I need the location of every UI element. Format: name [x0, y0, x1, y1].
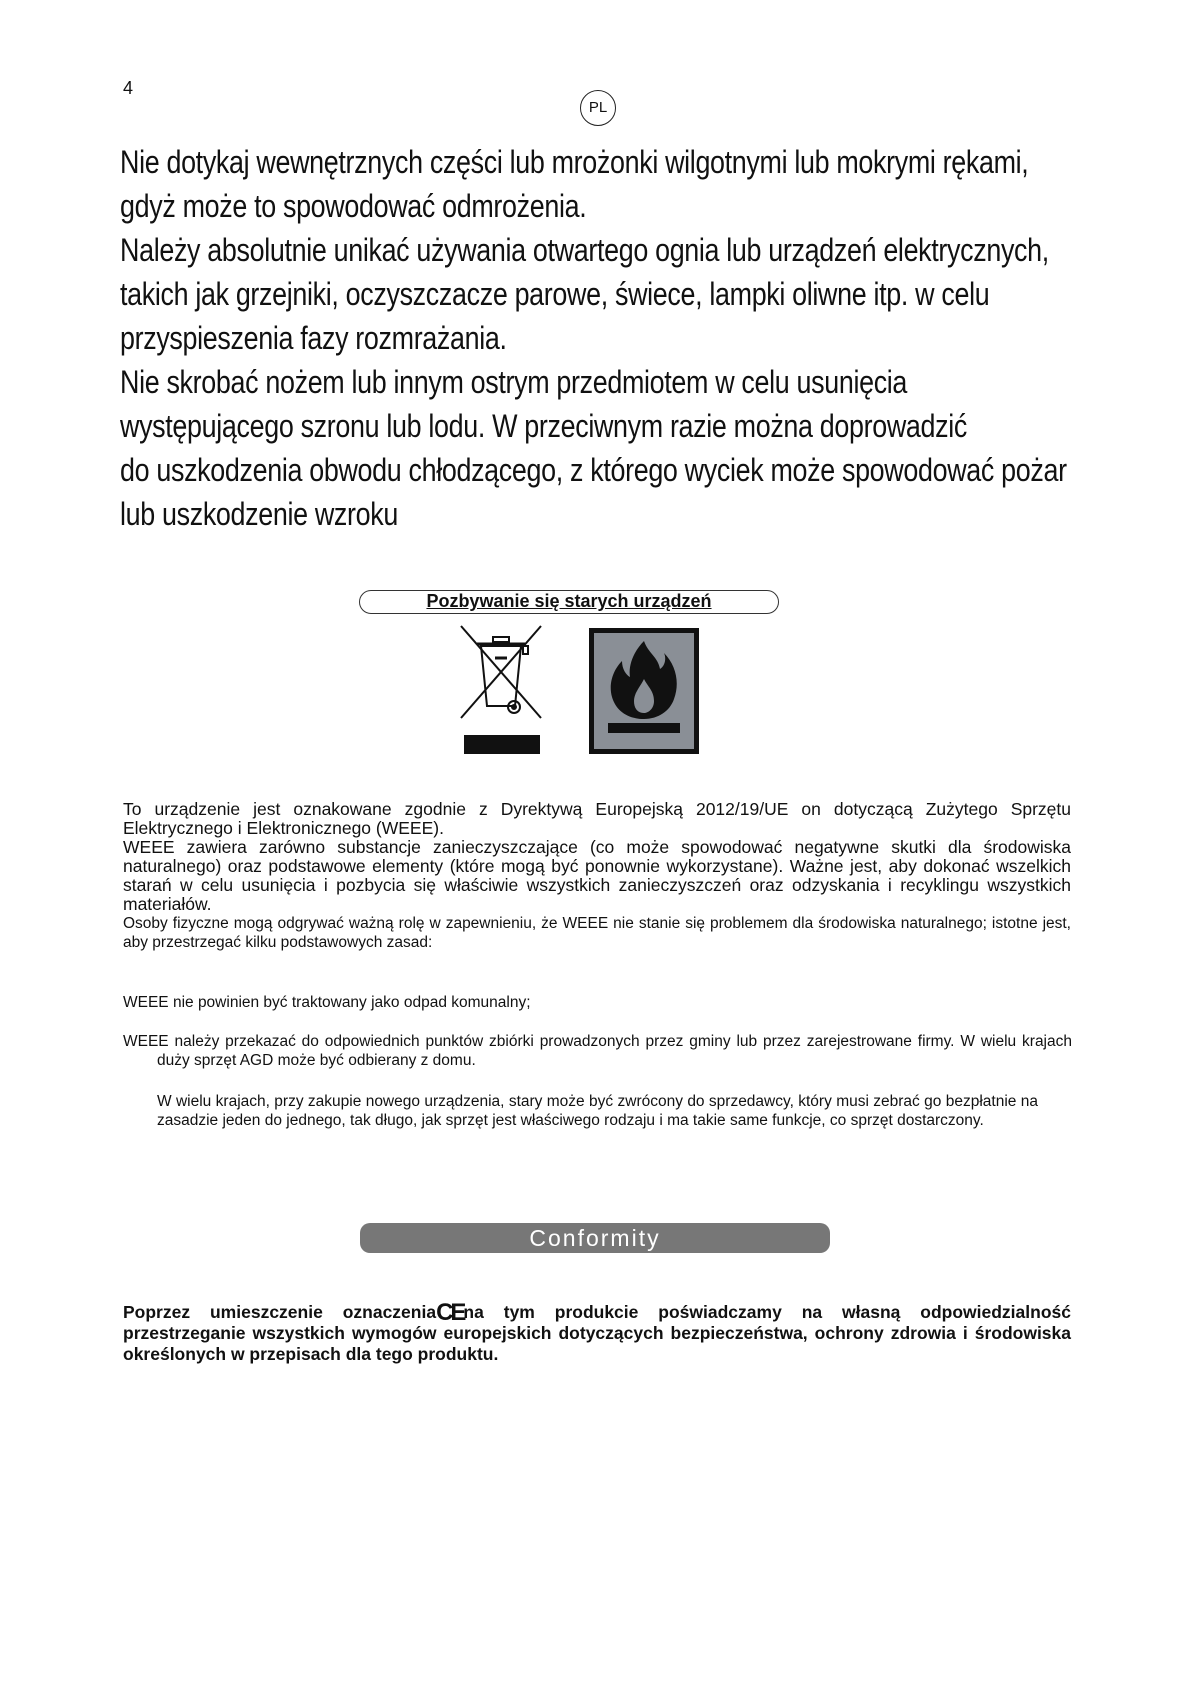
warning-line: Nie skrobać nożem lub innym ostrym przedmiotem w celu usunięcia: [120, 364, 908, 400]
conformity-section-header: Conformity: [360, 1223, 830, 1253]
crossed-out-wheelie-bin-icon: [457, 624, 545, 754]
language-badge: PL: [580, 90, 616, 126]
warning-line: Nie dotykaj wewnętrznych części lub mrożonki wilgotnymi lub mokrymi rękami,: [120, 144, 1029, 180]
warning-line: gdyż może to spowodować odmrożenia.: [120, 188, 587, 224]
warning-block: [120, 140, 1080, 536]
warning-line: Należy absolutnie unikać używania otwartego ognia lub urządzeń elektrycznych,: [120, 232, 1049, 268]
warning-line: występującego szronu lub lodu. W przeciwnym razie można doprowadzić: [120, 408, 968, 444]
conformity-text-before: Poprzez umieszczenie oznaczenia: [123, 1302, 437, 1322]
flammable-warning-icon: [588, 627, 700, 755]
warning-line: do uszkodzenia obwodu chłodzącego, z którego wyciek może spowodować pożar: [120, 452, 1067, 488]
warning-line: takich jak grzejniki, oczyszczacze parowe, świece, lampki oliwne itp. w celu: [120, 276, 990, 312]
warning-line: przyspieszenia fazy rozmrażania.: [120, 320, 507, 356]
ce-mark-icon: CE: [436, 1299, 464, 1326]
conformity-statement: [123, 1299, 1071, 1365]
weee-rule: WEEE nie powinien być traktowany jako odpad komunalny;: [123, 994, 531, 1011]
page-number: 4: [123, 78, 134, 98]
weee-paragraph: To urządzenie jest oznakowane zgodnie z Dyrektywą Europejską 2012/19/UE on dotyczącą Zużytego Sprzętu Elektrycznego i Elektronicznego (WEEE).: [123, 799, 1071, 838]
weee-information: [123, 800, 1071, 952]
warning-line: lub uszkodzenie wzroku: [120, 496, 398, 532]
weee-paragraph: WEEE zawiera zarówno substancje zanieczyszczające (co może spowodować negatywne skutki dla środowiska naturalnego) oraz podstawowe elementy (które mogą być ponownie wykorzystane). Ważne jest, aby dokonać wszelkich starań w celu usunięcia i pozbycia się właściwie wszystkich zanieczyszczeń oraz odzyskania i recyklingu wszystkich materiałów.: [123, 837, 1071, 914]
disposal-header-label: Pozbywanie się starych urządzeń: [426, 591, 712, 611]
conformity-text-after: na tym produkcie poświadczamy na własną odpowiedzialność przestrzeganie wszystkich wymogów europejskich dotyczących bezpieczeństwa, ochrony zdrowia i środowiska określonych w przepisach dla tego produktu.: [123, 1302, 1071, 1364]
weee-rule: WEEE należy przekazać do odpowiednich punktów zbiórki prowadzonych przez gminy lub przez zarejestrowane firmy. W wielu krajach duży sprzęt AGD może być odbierany z domu.: [123, 1033, 1072, 1069]
weee-rule: W wielu krajach, przy zakupie nowego urządzenia, stary może być zwrócony do sprzedawcy, który musi zebrać go bezpłatnie na zasadzie jeden do jednego, tak długo, jak sprzęt jest właściwego rodzaju i ma takie same funkcje, co sprzęt dostarczony.: [157, 1093, 1038, 1129]
weee-paragraph: Osoby fizyczne mogą odgrywać ważną rolę w zapewnieniu, że WEEE nie stanie się problemem dla środowiska naturalnego; istotne jest, aby przestrzegać kilku podstawowych zasad:: [123, 915, 1071, 951]
disposal-section-header: [359, 590, 779, 614]
